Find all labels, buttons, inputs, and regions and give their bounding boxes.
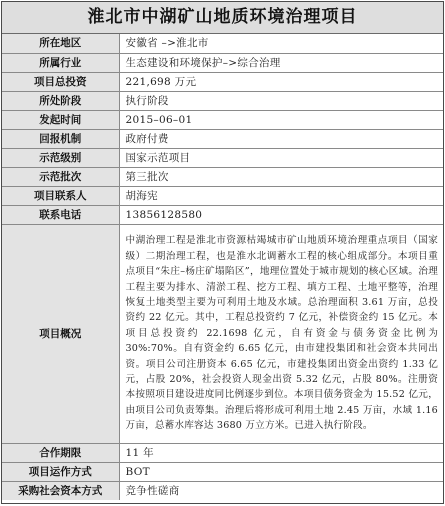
row-value: 生态建设和环境保护–>综合治理 xyxy=(119,53,443,72)
row-label: 项目运作方式 xyxy=(2,462,119,481)
row-value: 2015–06–01 xyxy=(119,110,443,129)
row-label: 项目概况 xyxy=(2,224,119,443)
project-info-sheet xyxy=(1,1,444,504)
row-label: 所在地区 xyxy=(2,34,119,53)
table-row-total-investment xyxy=(2,72,443,91)
table-row-overview xyxy=(2,224,443,443)
table-row-cooperation-term xyxy=(2,443,443,462)
row-label: 合作期限 xyxy=(2,443,119,462)
table-row-phone xyxy=(2,205,443,224)
overview-text: 中湖治理工程是淮北市资源枯竭城市矿山地质环境治理重点项目（国家级）二期治理工程，也是淮水北调蓄水工程的核心组成部分。本项目重点项目“朱庄–杨庄矿塌陷区”，地理位置处于城市规划的核心区域。治理工程主要为排水、清淤工程、挖方工程、填方工程、土地平整等，治理恢复土地类型主要为可利用土地及水域。总治理面积 3.61 万亩，总投资约 22 亿元。其中，工程总投资约 7 亿元，补偿资金约 15 亿元。本项目总投资约 22.1698 亿元，自有资金与债务资金比例为 30%:70%。自有资金约 6.65 亿元，由市建投集团和社会资本共同出资。项目公司注册资本 6.65 亿元，市建投集团出资金出资约 1.33 亿元，占股 20%，社会投资人现金出资 5.32 亿元，占股 80%。注册资本按照项目建设进度同比例逐步到位。本项目债务资金为 15.52 亿元，由项目公司负责筹集。治理后将形成可利用土地 2.45 万亩，水域 1.16 万亩，总蓄水库容达 3680 万立方米。已进入执行阶段。 xyxy=(119,224,443,443)
row-value: 13856128580 xyxy=(119,205,443,224)
row-label: 所处阶段 xyxy=(2,91,119,110)
row-value: 安徽省 –>淮北市 xyxy=(119,34,443,53)
row-label: 项目总投资 xyxy=(2,72,119,91)
row-value: 国家示范项目 xyxy=(119,148,443,167)
table-row-procurement-method xyxy=(2,481,443,500)
row-value: 竞争性磋商 xyxy=(125,484,180,497)
table-row-industry xyxy=(2,53,443,72)
row-label: 示范批次 xyxy=(2,167,119,186)
table-row-contact xyxy=(2,186,443,205)
row-value: BOT xyxy=(119,462,443,481)
row-label: 示范级别 xyxy=(2,148,119,167)
table-row-operation-mode xyxy=(2,462,443,481)
row-value: 第三批次 xyxy=(119,167,443,186)
row-label: 所属行业 xyxy=(2,53,119,72)
row-label: 联系电话 xyxy=(2,205,119,224)
row-label: 项目联系人 xyxy=(2,186,119,205)
row-value: 221,698 万元 xyxy=(119,72,443,91)
table-row-demo-batch xyxy=(2,167,443,186)
table-row-region xyxy=(2,34,443,53)
table-row-demo-level xyxy=(2,148,443,167)
row-label: 发起时间 xyxy=(2,110,119,129)
table-row-return-mechanism xyxy=(2,129,443,148)
project-info-table xyxy=(2,34,443,500)
table-row-stage xyxy=(2,91,443,110)
row-label: 回报机制 xyxy=(2,129,119,148)
page-title: 淮北市中湖矿山地质环境治理项目 xyxy=(2,2,443,34)
row-value: 政府付费 xyxy=(119,129,443,148)
table-row-start-date xyxy=(2,110,443,129)
row-value: 执行阶段 xyxy=(119,91,443,110)
row-value: 11 年 xyxy=(119,443,443,462)
row-label: 采购社会资本方式 xyxy=(2,481,119,500)
row-value: 胡海宪 xyxy=(119,186,443,205)
